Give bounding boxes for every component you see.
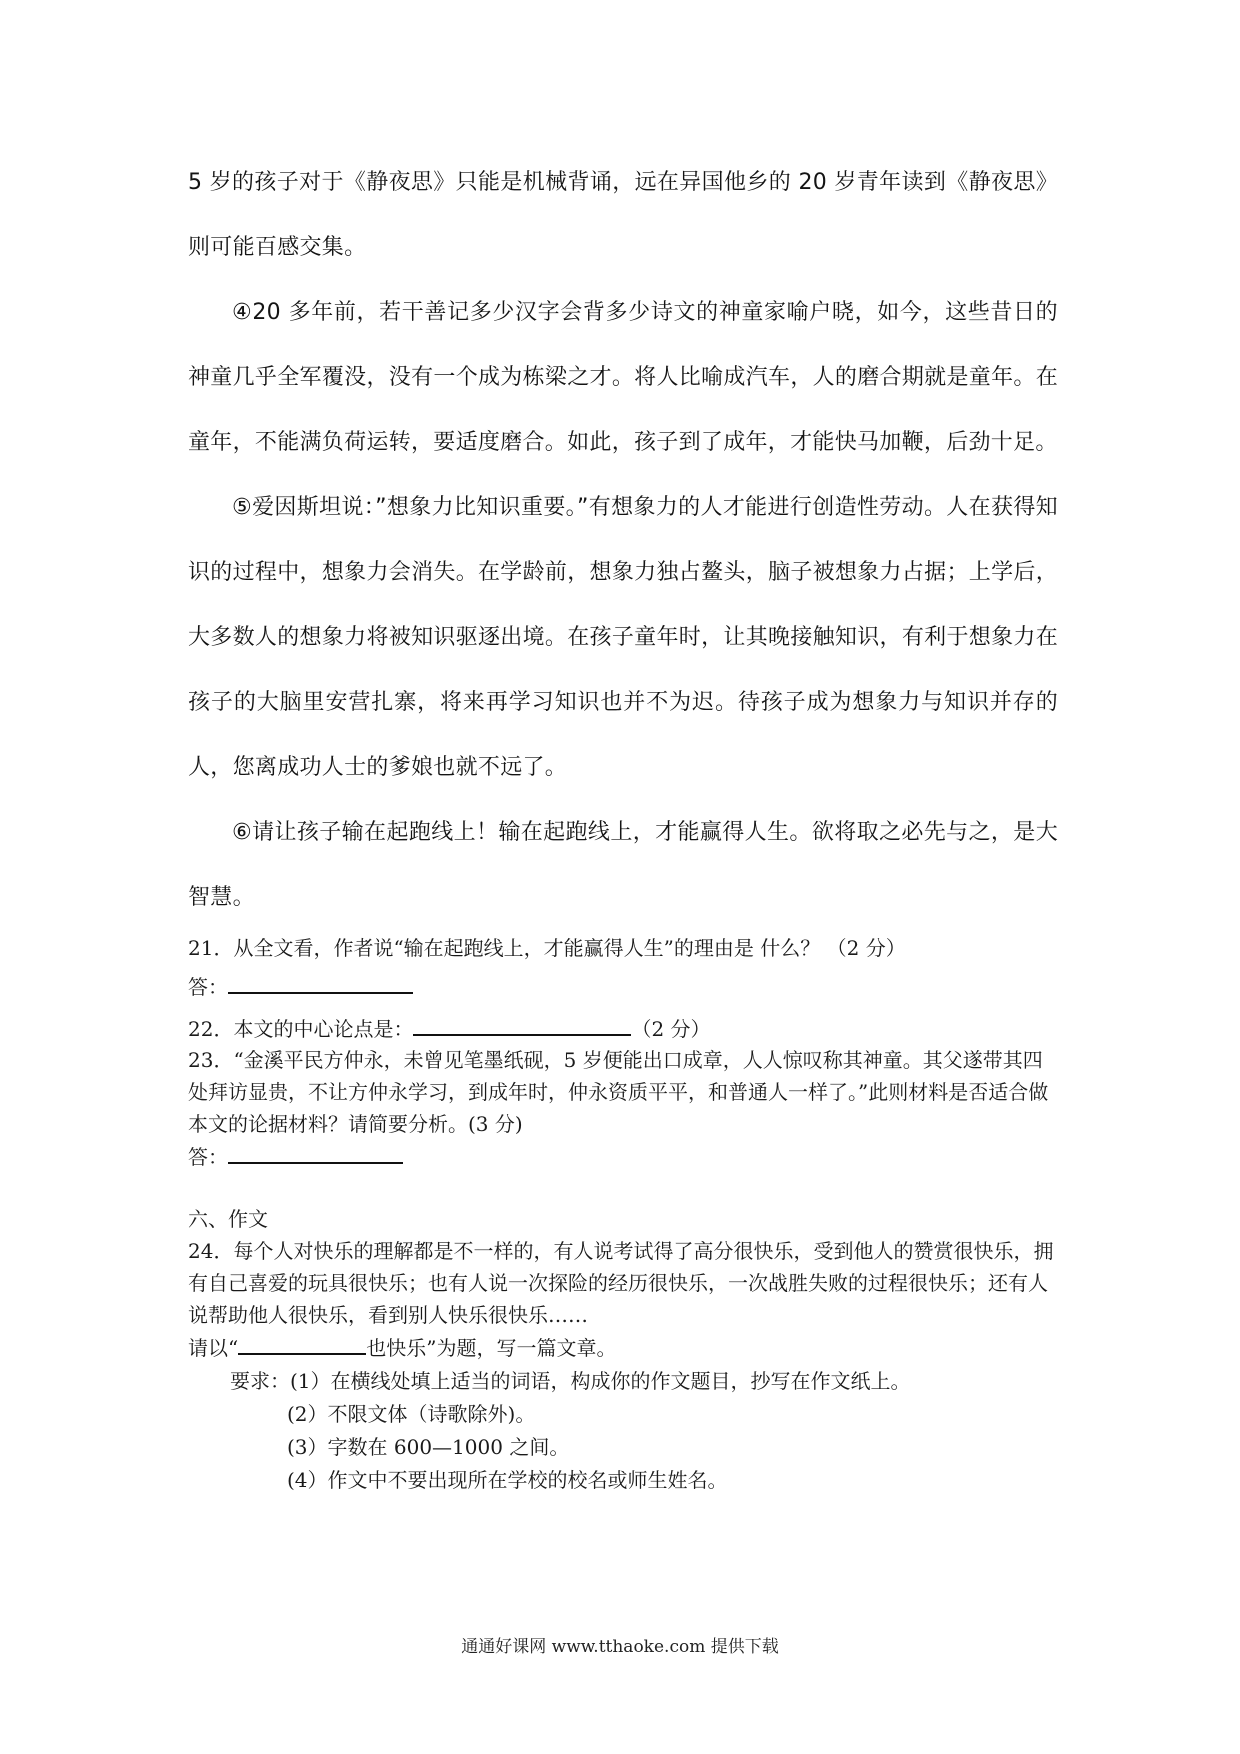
title-blank[interactable]: [238, 1331, 366, 1355]
title-prefix: 请以“: [188, 1336, 239, 1360]
requirement-1: 要求：(1）在横线处填上适当的词语，构成你的作文题目，抄写在作文纸上。: [230, 1369, 911, 1393]
question-22-prefix: 22．本文的中心论点是：: [188, 1017, 414, 1041]
question-23-answer: [188, 1140, 1058, 1173]
requirement-3: (3）字数在 600—1000 之间。: [287, 1435, 570, 1459]
question-22-suffix: （2 分）: [631, 1017, 711, 1041]
paragraph-4: ④20 多年前，若干善记多少汉字会背多少诗文的神童家喻户晓，如今，这些昔日的神童几乎全军覆没，没有一个成为栋梁之才。将人比喻成汽车，人的磨合期就是童年。在童年，不能满负荷运转，要适度磨合。如此，孩子到了成年，才能快马加鞭，后劲十足。: [188, 300, 1058, 455]
answer-label: 答：: [188, 1145, 228, 1169]
question-22: [188, 1012, 1058, 1045]
title-suffix: 也快乐”为题，写一篇文章。: [366, 1336, 617, 1360]
section-title-composition: 六、作文: [188, 1207, 268, 1231]
paragraph-6: ⑥请让孩子输在起跑线上！输在起跑线上，才能赢得人生。欲将取之必先与之，是大智慧。: [188, 820, 1058, 910]
question-24: 24．每个人对快乐的理解都是不一样的，有人说考试得了高分很快乐，受到他人的赞赏很快乐，拥有自己喜爱的玩具很快乐；也有人说一次探险的经历很快乐，一次战胜失败的过程很快乐；还有人说帮助他人很快乐，看到别人快乐很快乐……: [188, 1239, 1054, 1327]
composition-title-line: [188, 1331, 1058, 1364]
answer-blank-21[interactable]: [228, 970, 413, 994]
answer-label: 答：: [188, 975, 228, 999]
paragraph-5: ⑤爱因斯坦说：”想象力比知识重要。”有想象力的人才能进行创造性劳动。人在获得知识的过程中，想象力会消失。在学龄前，想象力独占鳌头，脑子被想象力占据；上学后，大多数人的想象力将被知识驱逐出境。在孩子童年时，让其晚接触知识，有利于想象力在孩子的大脑里安营扎寨，将来再学习知识也并不为迟。待孩子成为想象力与知识并存的人，您离成功人士的爹娘也就不远了。: [188, 495, 1058, 780]
requirement-4: (4）作文中不要出现所在学校的校名或师生姓名。: [287, 1468, 728, 1492]
question-23: 23．“金溪平民方仲永，未曾见笔墨纸砚，5 岁便能出口成章，人人惊叹称其神童。其父遂带其四处拜访显贵，不让方仲永学习，到成年时，仲永资质平平，和普通人一样了。”此则材料是否适合做本文的论据材料？请简要分析。(3 分): [188, 1048, 1049, 1136]
answer-blank-23[interactable]: [228, 1140, 403, 1164]
paragraph-3-end: 5 岁的孩子对于《静夜思》只能是机械背诵，远在异国他乡的 20 岁青年读到《静夜思》则可能百感交集。: [188, 170, 1058, 260]
question-21: 21．从全文看，作者说“输在起跑线上，才能赢得人生”的理由是 什么？ （2 分）: [188, 936, 906, 960]
requirement-2: (2）不限文体（诗歌除外)。: [287, 1402, 536, 1426]
question-21-answer: [188, 970, 1058, 1003]
answer-blank-22[interactable]: [413, 1012, 631, 1036]
footer-download-note: 通通好课网 www.tthaoke.com 提供下载: [461, 1637, 779, 1657]
